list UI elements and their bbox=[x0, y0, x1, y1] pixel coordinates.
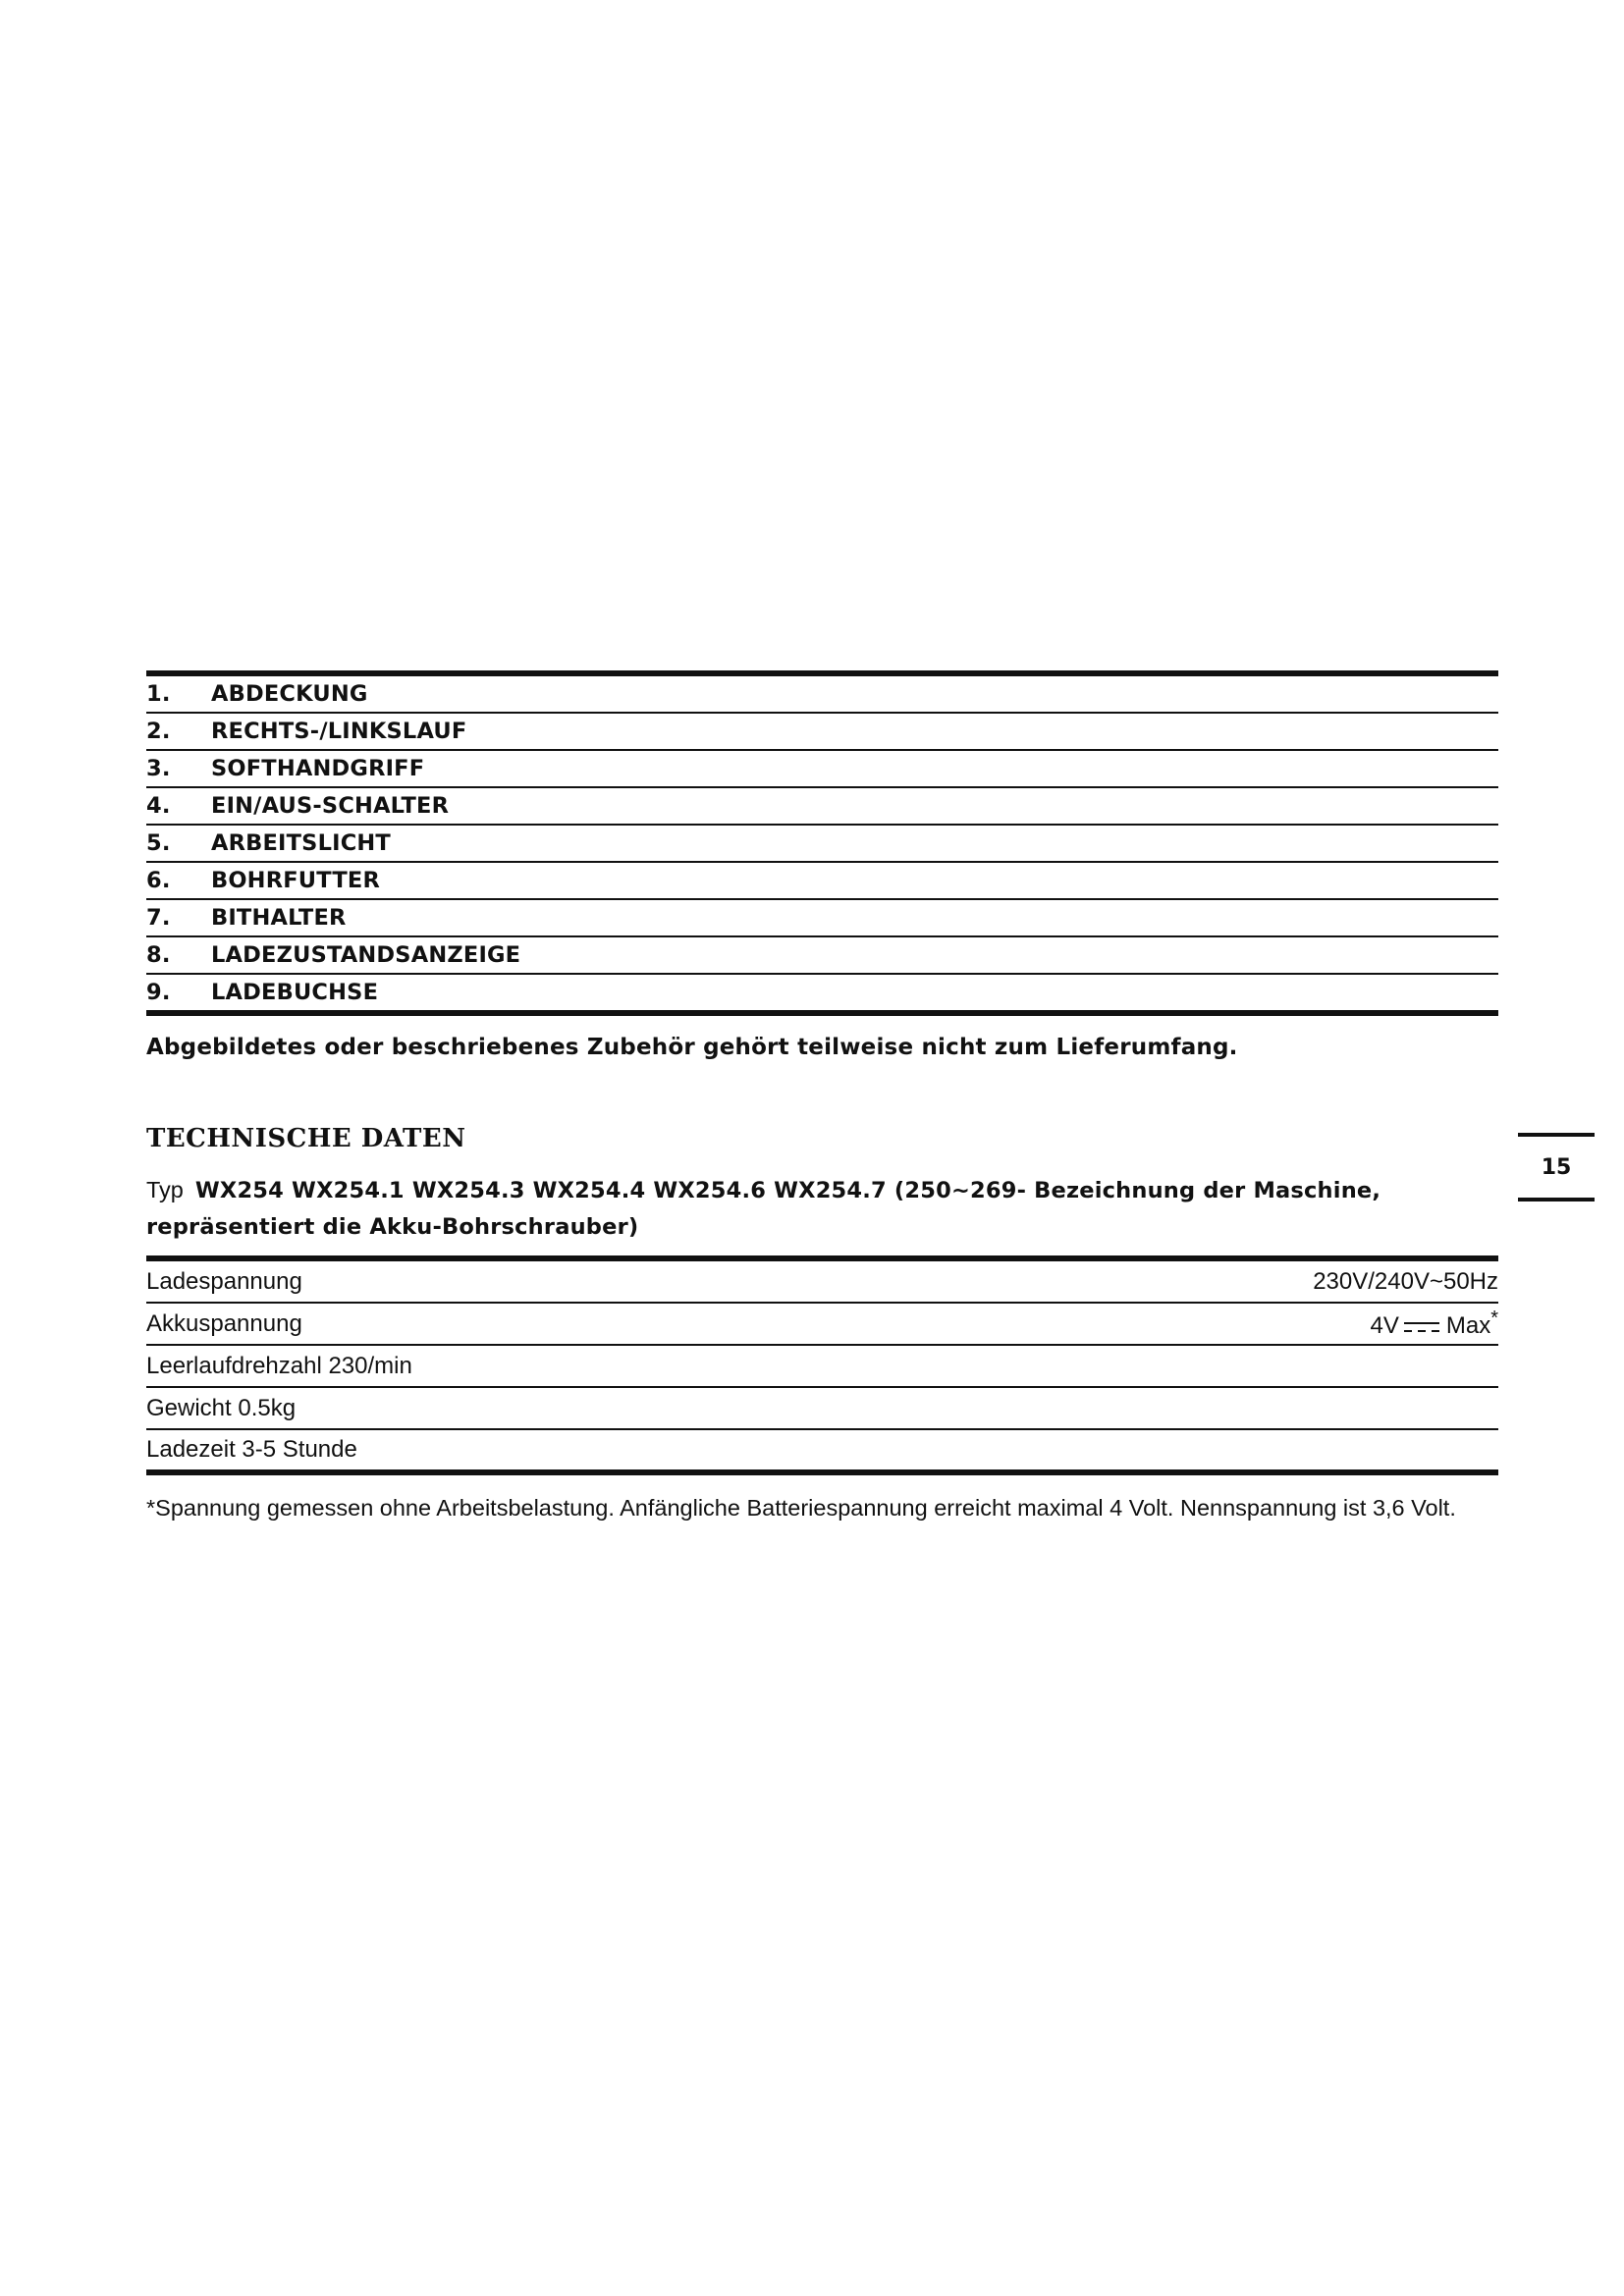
spec-row bbox=[146, 1304, 1498, 1346]
parts-label: ABDECKUNG bbox=[211, 681, 368, 707]
parts-label: EIN/AUS-SCHALTER bbox=[211, 793, 450, 819]
parts-number: 3. bbox=[146, 756, 171, 781]
type-line bbox=[146, 1172, 1498, 1245]
parts-label: SOFTHANDGRIFF bbox=[211, 756, 425, 781]
type-value: WX254 WX254.1 WX254.3 WX254.4 WX254.6 WX254.7 (250~269- Bezeichnung der Maschine, repräsentiert die Akku-Bohrschrauber) bbox=[146, 1178, 1381, 1240]
footnote-marker: * bbox=[1490, 1308, 1498, 1329]
spec-table bbox=[146, 1255, 1498, 1475]
parts-label: BOHRFUTTER bbox=[211, 868, 380, 893]
parts-number: 1. bbox=[146, 681, 171, 707]
spec-label: Ladezeit 3-5 Stunde bbox=[146, 1436, 357, 1463]
technical-data-heading: TECHNISCHE DATEN bbox=[146, 1124, 466, 1153]
spec-label: Leerlaufdrehzahl 230/min bbox=[146, 1352, 412, 1379]
parts-number: 5. bbox=[146, 830, 171, 856]
parts-list-item bbox=[146, 714, 1498, 751]
parts-list-item bbox=[146, 900, 1498, 937]
parts-number: 9. bbox=[146, 980, 171, 1005]
parts-list-item bbox=[146, 863, 1498, 900]
parts-label: LADEZUSTANDSANZEIGE bbox=[211, 942, 521, 968]
voltage-footnote: *Spannung gemessen ohne Arbeitsbelastung. Anfängliche Batteriespannung erreicht maximal 4 Volt. Nennspannung ist 3,6 Volt. bbox=[146, 1495, 1456, 1521]
battery-voltage-value: 4V bbox=[1370, 1312, 1399, 1339]
spec-label: Gewicht 0.5kg bbox=[146, 1394, 297, 1421]
parts-label: LADEBUCHSE bbox=[211, 980, 379, 1005]
accessories-note: Abgebildetes oder beschriebenes Zubehör gehört teilweise nicht zum Lieferumfang. bbox=[146, 1035, 1238, 1060]
parts-list bbox=[146, 670, 1498, 1016]
spec-label: Akkuspannung bbox=[146, 1309, 302, 1337]
parts-label: RECHTS-/LINKSLAUF bbox=[211, 719, 467, 744]
spec-label: Ladespannung bbox=[146, 1267, 302, 1295]
parts-list-item bbox=[146, 937, 1498, 975]
parts-label: BITHALTER bbox=[211, 905, 347, 931]
parts-list-item bbox=[146, 826, 1498, 863]
parts-number: 4. bbox=[146, 793, 171, 819]
parts-list-item bbox=[146, 975, 1498, 1016]
type-label: Typ bbox=[146, 1177, 184, 1202]
parts-number: 6. bbox=[146, 868, 171, 893]
parts-number: 8. bbox=[146, 942, 171, 968]
parts-list-item bbox=[146, 676, 1498, 714]
parts-list-item bbox=[146, 788, 1498, 826]
parts-label: ARBEITSLICHT bbox=[211, 830, 391, 856]
spec-row bbox=[146, 1430, 1498, 1475]
direct-current-icon bbox=[1403, 1319, 1440, 1335]
parts-list-item bbox=[146, 751, 1498, 788]
spec-row bbox=[146, 1388, 1498, 1430]
battery-voltage-max: Max bbox=[1445, 1312, 1491, 1339]
spec-value bbox=[1371, 1308, 1499, 1340]
page-number: 15 bbox=[1518, 1133, 1595, 1201]
spec-row bbox=[146, 1346, 1498, 1388]
parts-number: 7. bbox=[146, 905, 171, 931]
parts-number: 2. bbox=[146, 719, 171, 744]
spec-value: 230V/240V~50Hz bbox=[1313, 1267, 1498, 1295]
spec-row bbox=[146, 1261, 1498, 1304]
